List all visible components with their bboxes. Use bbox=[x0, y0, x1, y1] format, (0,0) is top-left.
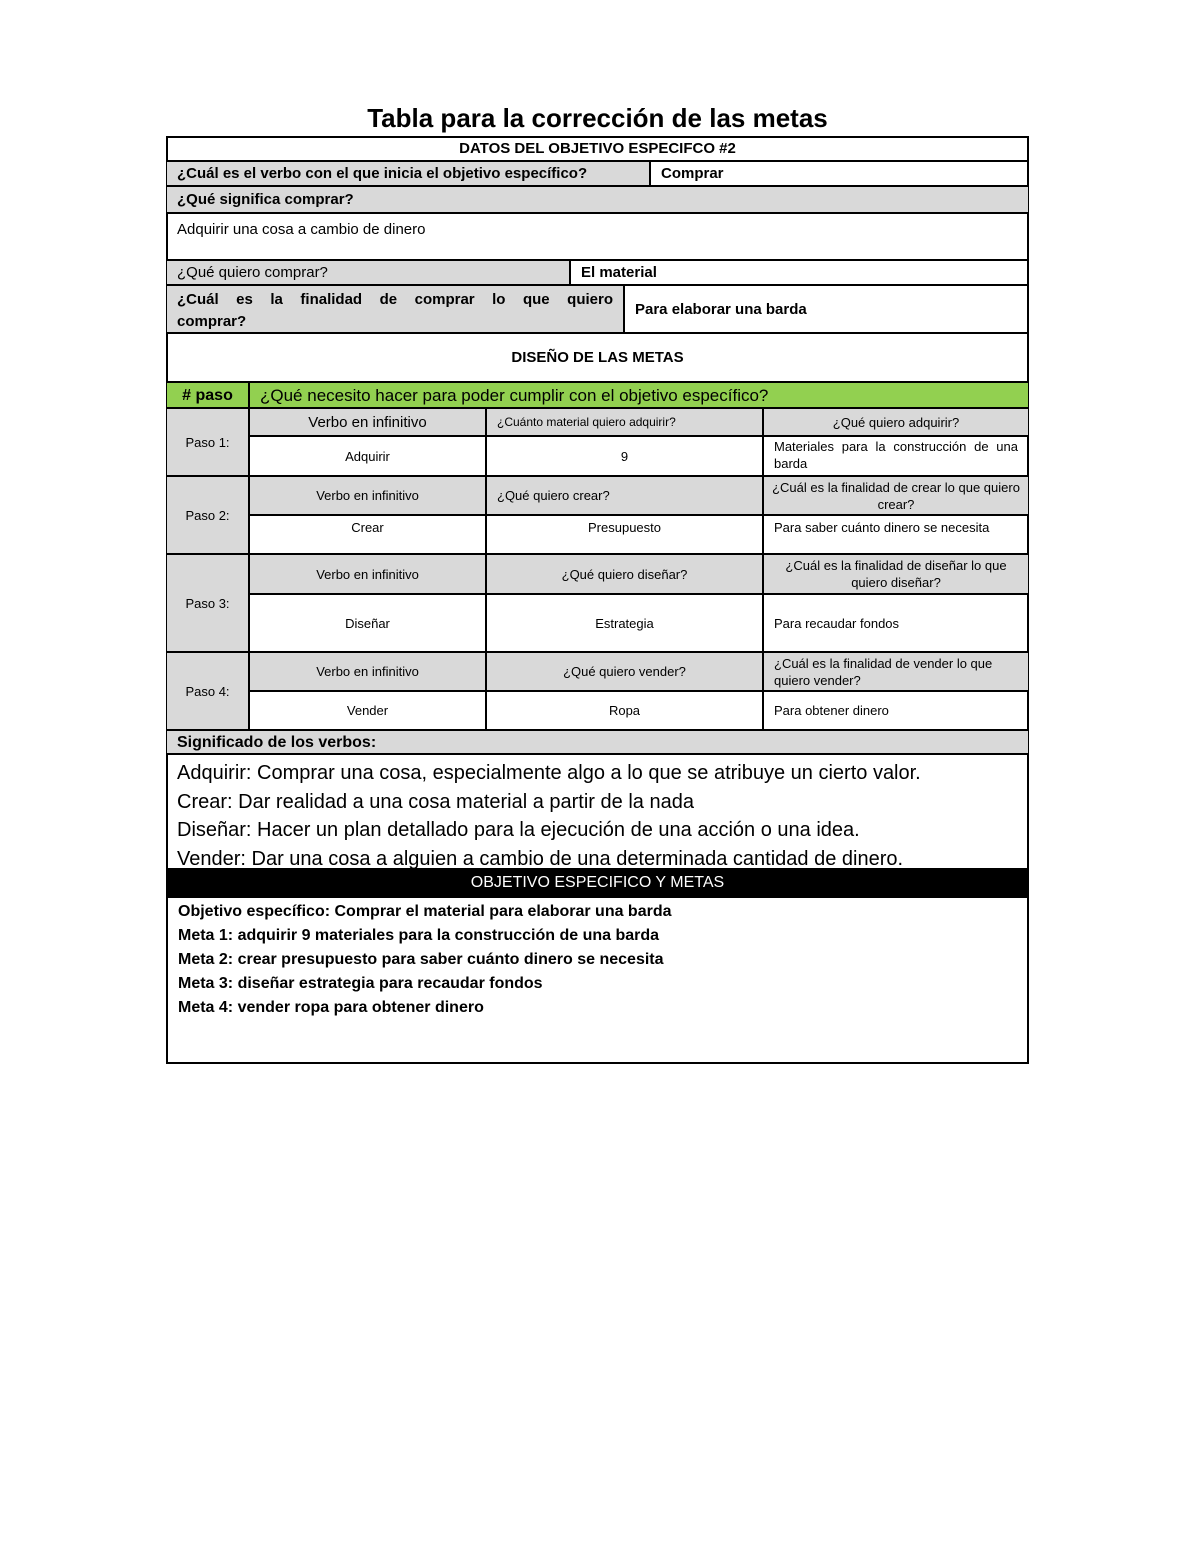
paso-2-header-que: ¿Qué quiero crear? bbox=[486, 476, 763, 515]
answer-significa: Adquirir una cosa a cambio de dinero bbox=[166, 213, 1029, 260]
col-paso: # paso bbox=[166, 382, 249, 408]
paso-2-que: Presupuesto bbox=[486, 515, 763, 554]
paso-1-que-text: Materiales para la construcción de una barda bbox=[774, 439, 1018, 471]
paso-4-header-verbo: Verbo en infinitivo bbox=[249, 652, 486, 691]
paso-4-header-finalidad: ¿Cuál es la finalidad de vender lo que quiero vender? bbox=[763, 652, 1029, 691]
objetivo-line-1: Objetivo específico: Comprar el material para elaborar una barda bbox=[178, 903, 672, 920]
answer-quiero: El material bbox=[570, 260, 1029, 285]
diseno-header: DISEÑO DE LAS METAS bbox=[166, 333, 1029, 382]
paso-3-que: Estrategia bbox=[486, 594, 763, 652]
objetivo-body bbox=[166, 896, 1029, 1064]
col-pregunta: ¿Qué necesito hacer para poder cumplir con el objetivo específico? bbox=[249, 382, 1029, 408]
significado-body bbox=[166, 754, 1029, 869]
paso-3-finalidad: Para recaudar fondos bbox=[763, 594, 1029, 652]
significado-line-1: Adquirir: Comprar una cosa, especialmente algo a lo que se atribuye un cierto valor. bbox=[177, 762, 921, 784]
paso-2-label: Paso 2: bbox=[166, 476, 249, 554]
paso-2-finalidad: Para saber cuánto dinero se necesita bbox=[763, 515, 1029, 554]
significado-line-4: Vender: Dar una cosa a alguien a cambio de una determinada cantidad de dinero. bbox=[177, 847, 904, 869]
question-quiero: ¿Qué quiero comprar? bbox=[166, 260, 570, 285]
question-finalidad-line-2: comprar? bbox=[177, 313, 247, 330]
answer-finalidad: Para elaborar una barda bbox=[624, 285, 1029, 333]
paso-2-header-verbo: Verbo en infinitivo bbox=[249, 476, 486, 515]
paso-4-header-que: ¿Qué quiero vender? bbox=[486, 652, 763, 691]
paso-1-header-que: ¿Qué quiero adquirir? bbox=[763, 408, 1029, 436]
meta-1-line: Meta 1: adquirir 9 materiales para la construcción de una barda bbox=[178, 927, 660, 944]
significado-line-2: Crear: Dar realidad a una cosa material a partir de la nada bbox=[177, 790, 694, 813]
paso-4-label: Paso 4: bbox=[166, 652, 249, 730]
question-finalidad bbox=[166, 285, 624, 333]
paso-3-header-verbo: Verbo en infinitivo bbox=[249, 554, 486, 594]
question-verbo: ¿Cuál es el verbo con el que inicia el objetivo específico? bbox=[166, 161, 650, 186]
paso-2-verbo: Crear bbox=[249, 515, 486, 554]
paso-1-cantidad: 9 bbox=[486, 436, 763, 476]
paso-3-verbo: Diseñar bbox=[249, 594, 486, 652]
objetivo-header: OBJETIVO ESPECIFICO Y METAS bbox=[166, 869, 1029, 896]
question-finalidad-line-1: ¿Cuál es la finalidad de comprar lo que quiero bbox=[177, 291, 613, 308]
datos-header: DATOS DEL OBJETIVO ESPECIFCO #2 bbox=[166, 136, 1029, 161]
paso-1-header-cantidad: ¿Cuánto material quiero adquirir? bbox=[486, 408, 763, 436]
paso-2-header-finalidad: ¿Cuál es la finalidad de crear lo que quiero crear? bbox=[763, 476, 1029, 515]
paso-4-que: Ropa bbox=[486, 691, 763, 730]
paso-1-label: Paso 1: bbox=[166, 408, 249, 476]
answer-verbo: Comprar bbox=[650, 161, 1029, 186]
meta-2-line: Meta 2: crear presupuesto para saber cuánto dinero se necesita bbox=[178, 951, 664, 968]
meta-4-line: Meta 4: vender ropa para obtener dinero bbox=[178, 999, 484, 1016]
paso-4-finalidad: Para obtener dinero bbox=[763, 691, 1029, 730]
paso-3-header-que: ¿Qué quiero diseñar? bbox=[486, 554, 763, 594]
paso-1-verbo: Adquirir bbox=[249, 436, 486, 476]
page-title: Tabla para la corrección de las metas bbox=[367, 103, 828, 133]
paso-1-header-verbo: Verbo en infinitivo bbox=[249, 408, 486, 436]
paso-4-verbo: Vender bbox=[249, 691, 486, 730]
significado-line-3: Diseñar: Hacer un plan detallado para la ejecución de una acción o una idea. bbox=[177, 819, 860, 841]
question-significa: ¿Qué significa comprar? bbox=[166, 186, 1029, 213]
paso-1-que bbox=[763, 436, 1029, 476]
meta-3-line: Meta 3: diseñar estrategia para recaudar fondos bbox=[178, 975, 543, 992]
paso-3-label: Paso 3: bbox=[166, 554, 249, 652]
paso-3-header-finalidad: ¿Cuál es la finalidad de diseñar lo que quiero diseñar? bbox=[763, 554, 1029, 594]
significado-header: Significado de los verbos: bbox=[166, 730, 1029, 754]
